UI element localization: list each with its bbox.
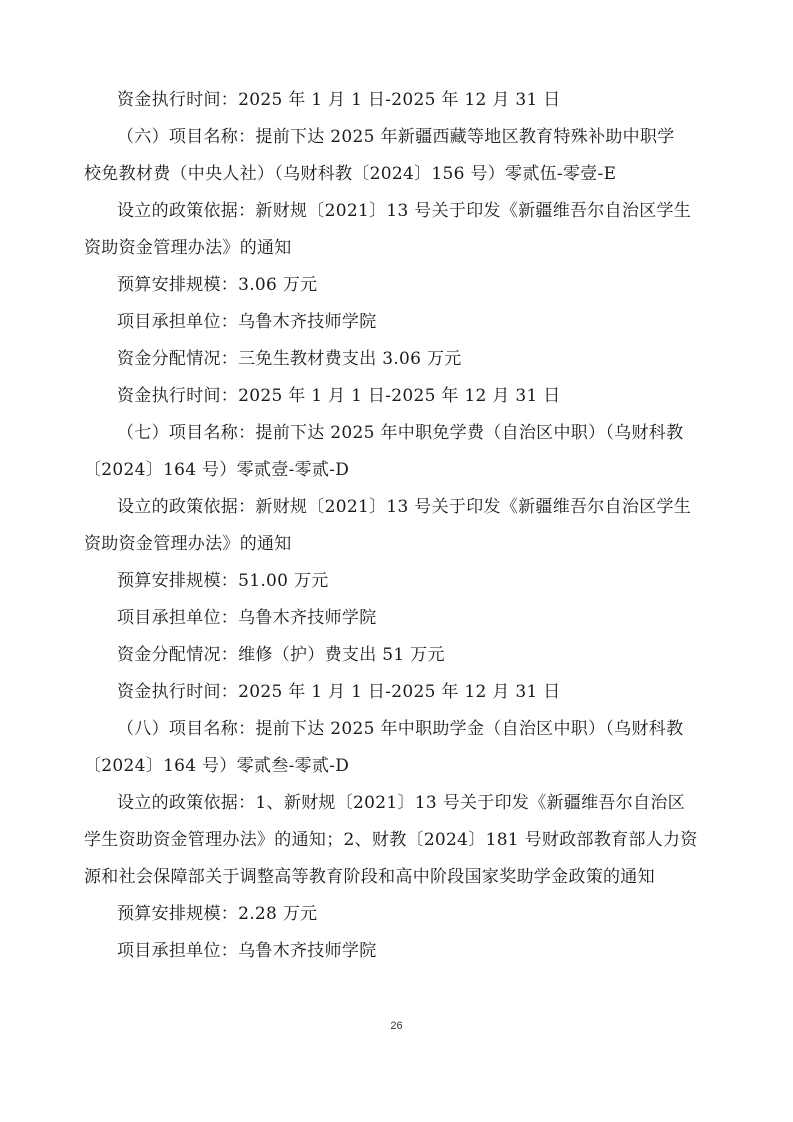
text-line: 源和社会保障部关于调整高等教育阶段和高中阶段国家奖助学金政策的通知 — [84, 867, 655, 887]
text-line: 资助资金管理办法》的通知 — [84, 238, 292, 258]
page-body — [84, 82, 708, 970]
text-line: 项目承担单位：乌鲁木齐技师学院 — [117, 941, 377, 961]
text-line: 预算安排规模：2.28 万元 — [117, 904, 318, 924]
page-number: 26 — [390, 1020, 403, 1032]
text-line: 〔2024〕164 号）零贰壹-零贰-D — [84, 460, 350, 480]
text-line: 设立的政策依据：1、新财规〔2021〕13 号关于印发《新疆维吾尔自治区 — [117, 793, 685, 813]
text-line: （七）项目名称：提前下达 2025 年中职免学费（自治区中职）（乌财科教 — [117, 423, 684, 443]
text-line: 资金执行时间：2025 年 1 月 1 日-2025 年 12 月 31 日 — [117, 90, 561, 110]
text-line: 资助资金管理办法》的通知 — [84, 534, 292, 554]
text-line: 〔2024〕164 号）零贰叁-零贰-D — [84, 756, 350, 776]
text-line: 预算安排规模：51.00 万元 — [117, 571, 329, 591]
text-line: 资金执行时间：2025 年 1 月 1 日-2025 年 12 月 31 日 — [117, 682, 561, 702]
text-line: 资金执行时间：2025 年 1 月 1 日-2025 年 12 月 31 日 — [117, 386, 561, 406]
text-line: 设立的政策依据：新财规〔2021〕13 号关于印发《新疆维吾尔自治区学生 — [117, 201, 692, 221]
text-line: 资金分配情况：三免生教材费支出 3.06 万元 — [117, 349, 462, 369]
text-line: 项目承担单位：乌鲁木齐技师学院 — [117, 608, 377, 628]
text-line: （六）项目名称：提前下达 2025 年新疆西藏等地区教育特殊补助中职学 — [117, 127, 675, 147]
text-line: 项目承担单位：乌鲁木齐技师学院 — [117, 312, 377, 332]
text-line: 设立的政策依据：新财规〔2021〕13 号关于印发《新疆维吾尔自治区学生 — [117, 497, 692, 517]
text-line: （八）项目名称：提前下达 2025 年中职助学金（自治区中职）（乌财科教 — [117, 719, 684, 739]
text-line: 预算安排规模：3.06 万元 — [117, 275, 318, 295]
text-line: 校免教材费（中央人社）（乌财科教〔2024〕156 号）零贰伍-零壹-E — [84, 164, 617, 184]
text-line: 学生资助资金管理办法》的通知；2、财教〔2024〕181 号财政部教育部人力资 — [84, 830, 698, 850]
text-line: 资金分配情况：维修（护）费支出 51 万元 — [117, 645, 445, 665]
